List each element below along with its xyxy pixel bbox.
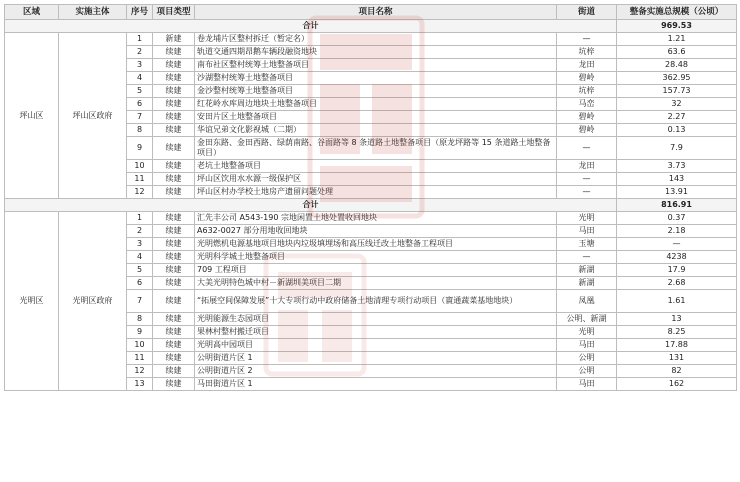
row-project-name: 红花岭水库周边地块土地整备项目: [195, 98, 557, 111]
row-no: 9: [127, 326, 153, 339]
row-project-name: 华谊兄弟文化影视城（二期）: [195, 124, 557, 137]
row-no: 2: [127, 225, 153, 238]
row-no: 1: [127, 33, 153, 46]
row-no: 3: [127, 59, 153, 72]
row-project-name: 坪山区饮用水水源一级保护区: [195, 173, 557, 186]
row-project-name: 光明燃机电源基地项目地块内垃圾填埋场和高压线迁改土地整备工程项目: [195, 238, 557, 251]
total-row: [5, 20, 737, 33]
row-type: 续建: [153, 72, 195, 85]
row-area: 131: [617, 352, 737, 365]
row-no: 10: [127, 339, 153, 352]
total-value: 969.53: [617, 20, 737, 33]
row-type: 续建: [153, 59, 195, 72]
row-no: 12: [127, 186, 153, 199]
row-no: 11: [127, 173, 153, 186]
row-area: 17.88: [617, 339, 737, 352]
row-no: 7: [127, 290, 153, 313]
table-header-row: [5, 5, 737, 20]
row-street: 碧岭: [557, 72, 617, 85]
row-area: 362.95: [617, 72, 737, 85]
row-type: 续建: [153, 313, 195, 326]
total-value: 816.91: [617, 199, 737, 212]
row-type: 续建: [153, 352, 195, 365]
row-type: 续建: [153, 339, 195, 352]
row-type: 续建: [153, 378, 195, 391]
header-agency: 实施主体: [59, 5, 127, 20]
row-type: 续建: [153, 225, 195, 238]
row-project-name: 光明能源生态园项目: [195, 313, 557, 326]
row-no: 7: [127, 111, 153, 124]
row-no: 4: [127, 251, 153, 264]
row-street: 碧岭: [557, 111, 617, 124]
row-street: 公明: [557, 352, 617, 365]
row-type: 续建: [153, 277, 195, 290]
header-area: 整备实施总规模（公顷）: [617, 5, 737, 20]
row-area: 8.25: [617, 326, 737, 339]
row-type: 新建: [153, 33, 195, 46]
row-area: 17.9: [617, 264, 737, 277]
row-street: 龙田: [557, 59, 617, 72]
row-type: 续建: [153, 98, 195, 111]
row-type: 续建: [153, 186, 195, 199]
row-street: 马田: [557, 378, 617, 391]
row-area: 3.73: [617, 160, 737, 173]
row-area: 4238: [617, 251, 737, 264]
row-no: 11: [127, 352, 153, 365]
row-project-name: 坪山区村办学校土地房产遗留问题处理: [195, 186, 557, 199]
row-area: 0.13: [617, 124, 737, 137]
row-area: 157.73: [617, 85, 737, 98]
row-project-name: A632-0027 部分用地收回地块: [195, 225, 557, 238]
row-area: 82: [617, 365, 737, 378]
row-type: 续建: [153, 137, 195, 160]
row-no: 3: [127, 238, 153, 251]
row-no: 4: [127, 72, 153, 85]
row-no: 2: [127, 46, 153, 59]
row-street: 马峦: [557, 98, 617, 111]
row-area: 2.18: [617, 225, 737, 238]
header-project-name: 项目名称: [195, 5, 557, 20]
row-area: 143: [617, 173, 737, 186]
row-type: 续建: [153, 85, 195, 98]
row-street: 坑梓: [557, 46, 617, 59]
row-street: 玉塘: [557, 238, 617, 251]
row-project-name: “拓展空间保障发展”十大专项行动中政府储备土地清理专项行动项目（賨通蔬菜基地地块）: [195, 290, 557, 313]
row-type: 续建: [153, 160, 195, 173]
row-project-name: 沙湖整村统筹土地整备项目: [195, 72, 557, 85]
row-area: —: [617, 238, 737, 251]
agency-cell: 光明区政府: [59, 212, 127, 391]
row-street: 新湖: [557, 277, 617, 290]
agency-cell: 坪山区政府: [59, 33, 127, 199]
row-project-name: 安田片区土地整备项目: [195, 111, 557, 124]
header-type: 项目类型: [153, 5, 195, 20]
row-area: 2.27: [617, 111, 737, 124]
row-no: 6: [127, 98, 153, 111]
row-street: 马田: [557, 225, 617, 238]
land-preparation-table: [4, 4, 737, 391]
table-body: [5, 20, 737, 391]
row-project-name: 卷龙埔片区整村拆迁（暂定名）: [195, 33, 557, 46]
row-project-name: 果林村整村搬迁项目: [195, 326, 557, 339]
row-street: —: [557, 33, 617, 46]
row-type: 续建: [153, 251, 195, 264]
row-project-name: 大美光明特色城中村－新湖圳美项目二期: [195, 277, 557, 290]
row-no: 1: [127, 212, 153, 225]
row-street: 新湖: [557, 264, 617, 277]
total-row: [5, 199, 737, 212]
row-area: 1.21: [617, 33, 737, 46]
row-no: 12: [127, 365, 153, 378]
row-project-name: 金沙整村统筹土地整备项目: [195, 85, 557, 98]
row-no: 9: [127, 137, 153, 160]
row-street: 光明: [557, 212, 617, 225]
header-street: 街道: [557, 5, 617, 20]
row-area: 13: [617, 313, 737, 326]
row-type: 续建: [153, 264, 195, 277]
row-no: 5: [127, 264, 153, 277]
row-area: 13.91: [617, 186, 737, 199]
region-cell: 光明区: [5, 212, 59, 391]
row-street: 马田: [557, 339, 617, 352]
row-no: 6: [127, 277, 153, 290]
row-area: 162: [617, 378, 737, 391]
region-cell: 坪山区: [5, 33, 59, 199]
row-area: 0.37: [617, 212, 737, 225]
table-row: [5, 212, 737, 225]
row-type: 续建: [153, 46, 195, 59]
row-project-name: 金田东路、金田西路、绿荫南路、谷面路等 8 条道路土地整备项目（原龙坪路等 15 条道路土地整备项目）: [195, 137, 557, 160]
row-no: 13: [127, 378, 153, 391]
row-project-name: 公明街道片区 2: [195, 365, 557, 378]
row-area: 7.9: [617, 137, 737, 160]
row-project-name: 南布社区整村统筹土地整备项目: [195, 59, 557, 72]
header-region: 区域: [5, 5, 59, 20]
row-type: 续建: [153, 124, 195, 137]
row-no: 10: [127, 160, 153, 173]
row-street: 碧岭: [557, 124, 617, 137]
row-type: 续建: [153, 365, 195, 378]
row-street: 坑梓: [557, 85, 617, 98]
total-label: 合计: [5, 199, 617, 212]
row-project-name: 709 工程项目: [195, 264, 557, 277]
row-no: 5: [127, 85, 153, 98]
row-street: —: [557, 251, 617, 264]
row-street: 光明: [557, 326, 617, 339]
row-type: 续建: [153, 212, 195, 225]
row-type: 续建: [153, 326, 195, 339]
row-area: 28.48: [617, 59, 737, 72]
row-street: 龙田: [557, 160, 617, 173]
row-street: —: [557, 186, 617, 199]
row-area: 32: [617, 98, 737, 111]
row-project-name: 光明高中园项目: [195, 339, 557, 352]
row-street: 公明、新湖: [557, 313, 617, 326]
row-type: 续建: [153, 238, 195, 251]
row-project-name: 轨道交通四期昂鹅车辆段融资地块: [195, 46, 557, 59]
row-project-name: 老坑土地整备项目: [195, 160, 557, 173]
total-label: 合计: [5, 20, 617, 33]
row-area: 2.68: [617, 277, 737, 290]
row-street: 凤凰: [557, 290, 617, 313]
row-street: —: [557, 137, 617, 160]
row-area: 63.6: [617, 46, 737, 59]
row-no: 8: [127, 124, 153, 137]
table-row: [5, 33, 737, 46]
row-project-name: 汇先丰公司 A543-190 宗地闲置土地处置收回地块: [195, 212, 557, 225]
row-project-name: 马田街道片区 1: [195, 378, 557, 391]
row-type: 续建: [153, 290, 195, 313]
row-type: 续建: [153, 111, 195, 124]
header-no: 序号: [127, 5, 153, 20]
row-type: 续建: [153, 173, 195, 186]
row-no: 8: [127, 313, 153, 326]
row-street: 公明: [557, 365, 617, 378]
row-project-name: 光明科学城土地整备项目: [195, 251, 557, 264]
row-project-name: 公明街道片区 1: [195, 352, 557, 365]
row-area: 1.61: [617, 290, 737, 313]
row-street: —: [557, 173, 617, 186]
